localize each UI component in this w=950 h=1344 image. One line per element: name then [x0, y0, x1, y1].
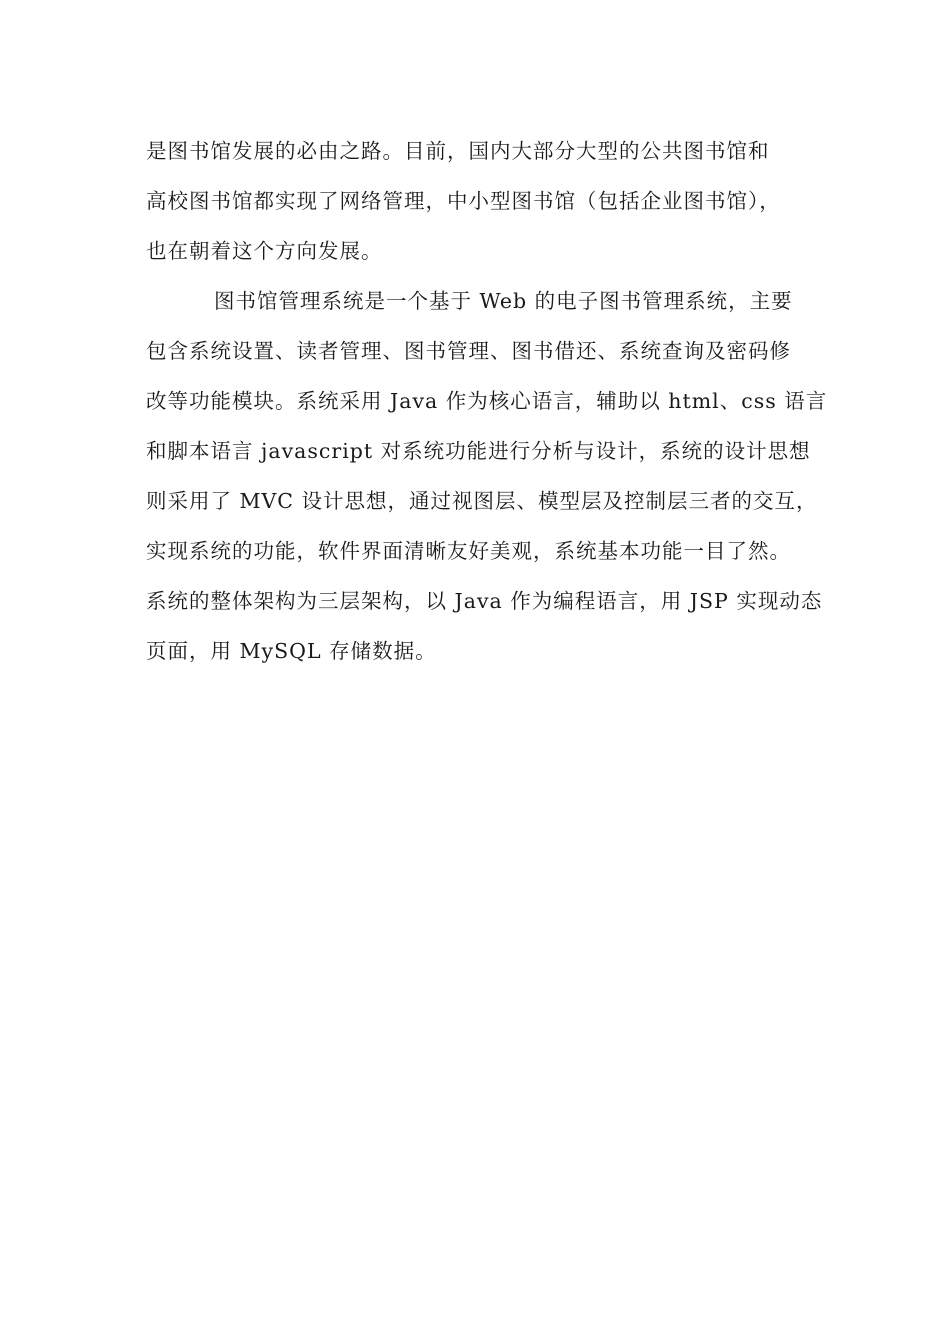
paragraph-2: [146, 276, 826, 676]
paragraph-line: 包含系统设置、读者管理、图书管理、图书借还、系统查询及密码修: [146, 339, 791, 363]
paragraph-line: 高校图书馆都实现了网络管理，中小型图书馆（包括企业图书馆），: [146, 189, 781, 213]
paragraph-line: 也在朝着这个方向发展。: [146, 239, 383, 263]
paragraph-line: 图书馆管理系统是一个基于 Web 的电子图书管理系统，主要: [214, 289, 793, 313]
body-text: [146, 126, 826, 676]
paragraph-line: 系统的整体架构为三层架构，以 Java 作为编程语言，用 JSP 实现动态: [146, 589, 823, 613]
paragraph-line: 改等功能模块。系统采用 Java 作为核心语言，辅助以 html、css 语言: [146, 389, 828, 413]
paragraph-1: [146, 126, 826, 276]
paragraph-line: 是图书馆发展的必由之路。目前，国内大部分大型的公共图书馆和: [146, 139, 770, 163]
paragraph-line: 页面，用 MySQL 存储数据。: [146, 639, 437, 663]
paragraph-line: 则采用了 MVC 设计思想，通过视图层、模型层及控制层三者的交互，: [146, 489, 818, 513]
paragraph-line: 和脚本语言 javascript 对系统功能进行分析与设计，系统的设计思想: [146, 439, 811, 463]
paragraph-line: 实现系统的功能，软件界面清晰友好美观，系统基本功能一目了然。: [146, 539, 791, 563]
